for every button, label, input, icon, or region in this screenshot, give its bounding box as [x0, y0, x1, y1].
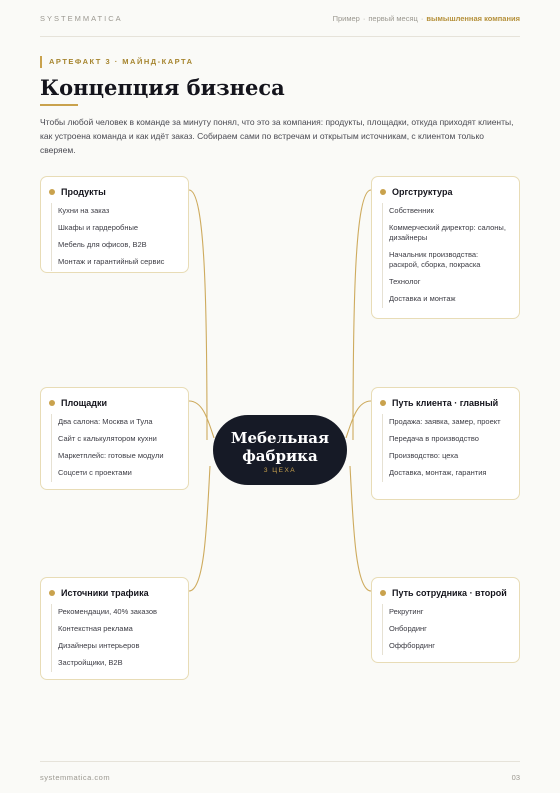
- list-item: Доставка и монтаж: [389, 294, 456, 303]
- card-title: Источники трафика: [61, 588, 149, 598]
- list-item: Передача в производство: [389, 434, 479, 443]
- card-items: [382, 414, 509, 482]
- breadcrumb-separator: ·: [420, 13, 424, 23]
- list-item: Контекстная реклама: [58, 624, 133, 633]
- card-items: [382, 604, 509, 655]
- connector-products: [189, 190, 207, 440]
- list-item: Сайт с калькулятором кухни: [58, 434, 157, 443]
- list-item: Начальник производства: раскрой, сборка, покраска: [389, 250, 481, 269]
- card-client-journey: [371, 387, 520, 500]
- card-products: [40, 176, 189, 273]
- section-eyebrow: АРТЕФАКТ 3 · МАЙНД-КАРТА: [40, 56, 194, 68]
- list-item: Рекрутинг: [389, 607, 424, 616]
- intro-paragraph: Чтобы любой человек в команде за минуту понял, что это за компания: продукты, площадки, откуда приходят клиенты, как устроена команда и как идёт заказ. Собираем сами по встречам и открытым источникам, с клиентом только сверяем.: [40, 117, 514, 155]
- breadcrumb-item-current: вымышленная компания: [426, 13, 520, 23]
- connector-employee: [350, 466, 371, 591]
- list-item: Два салона: Москва и Тула: [58, 417, 153, 426]
- list-item: Технолог: [389, 277, 421, 286]
- bullet-dot-icon: [380, 400, 386, 406]
- center-node-subtitle: 3 ЦЕХА: [263, 466, 297, 474]
- card-title: Путь клиента · главный: [392, 398, 499, 408]
- card-title: Площадки: [61, 398, 108, 408]
- mindmap-center-node: [213, 415, 347, 485]
- connector-org: [353, 190, 371, 440]
- list-item: Маркетплейс: готовые модули: [58, 451, 164, 460]
- card-employee-journey: [371, 577, 520, 663]
- list-item: Соцсети с проектами: [58, 468, 132, 477]
- card-items: [382, 203, 509, 308]
- connector-traffic: [189, 466, 210, 591]
- list-item: Продажа: заявка, замер, проект: [389, 417, 501, 426]
- list-item: Производство: цеха: [389, 451, 459, 460]
- breadcrumb-item: первый месяц: [368, 13, 418, 23]
- center-node-title: Мебельная фабрика: [230, 428, 330, 465]
- list-item: Рекомендации, 40% заказов: [58, 607, 157, 616]
- bullet-dot-icon: [49, 590, 55, 596]
- card-title: Путь сотрудника · второй: [392, 588, 507, 598]
- page-footer: [40, 761, 520, 793]
- list-item: Монтаж и гарантийный сервис: [58, 257, 165, 266]
- breadcrumb-item: Пример: [332, 13, 360, 23]
- list-item: Мебель для офисов, B2B: [58, 240, 147, 249]
- brand-wordmark: SYSTEMMATICA: [40, 13, 123, 23]
- card-org-structure: [371, 176, 520, 319]
- bullet-dot-icon: [380, 189, 386, 195]
- page-title: Концепция бизнеса: [40, 75, 285, 100]
- page-number: 03: [511, 773, 520, 782]
- list-item: Доставка, монтаж, гарантия: [389, 468, 487, 477]
- bullet-dot-icon: [49, 189, 55, 195]
- footer-site: systemmatica.com: [40, 773, 111, 782]
- connector-venues: [189, 401, 214, 438]
- breadcrumb-separator: ·: [362, 13, 366, 23]
- connector-client: [346, 401, 371, 438]
- list-item: Коммерческий директор: салоны, дизайнеры: [389, 223, 506, 242]
- bullet-dot-icon: [49, 400, 55, 406]
- list-item: Шкафы и гардеробные: [58, 223, 139, 232]
- card-venues: [40, 387, 189, 490]
- card-title: Продукты: [61, 187, 106, 197]
- card-items: [51, 203, 178, 271]
- list-item: Оффбординг: [389, 641, 435, 650]
- card-items: [51, 604, 178, 672]
- list-item: Кухни на заказ: [58, 206, 110, 215]
- bullet-dot-icon: [380, 590, 386, 596]
- card-items: [51, 414, 178, 482]
- card-title: Оргструктура: [392, 187, 453, 197]
- card-traffic-sources: [40, 577, 189, 680]
- list-item: Собственник: [389, 206, 434, 215]
- list-item: Дизайнеры интерьеров: [58, 641, 140, 650]
- list-item: Застройщики, B2B: [58, 658, 123, 667]
- list-item: Онбординг: [389, 624, 427, 633]
